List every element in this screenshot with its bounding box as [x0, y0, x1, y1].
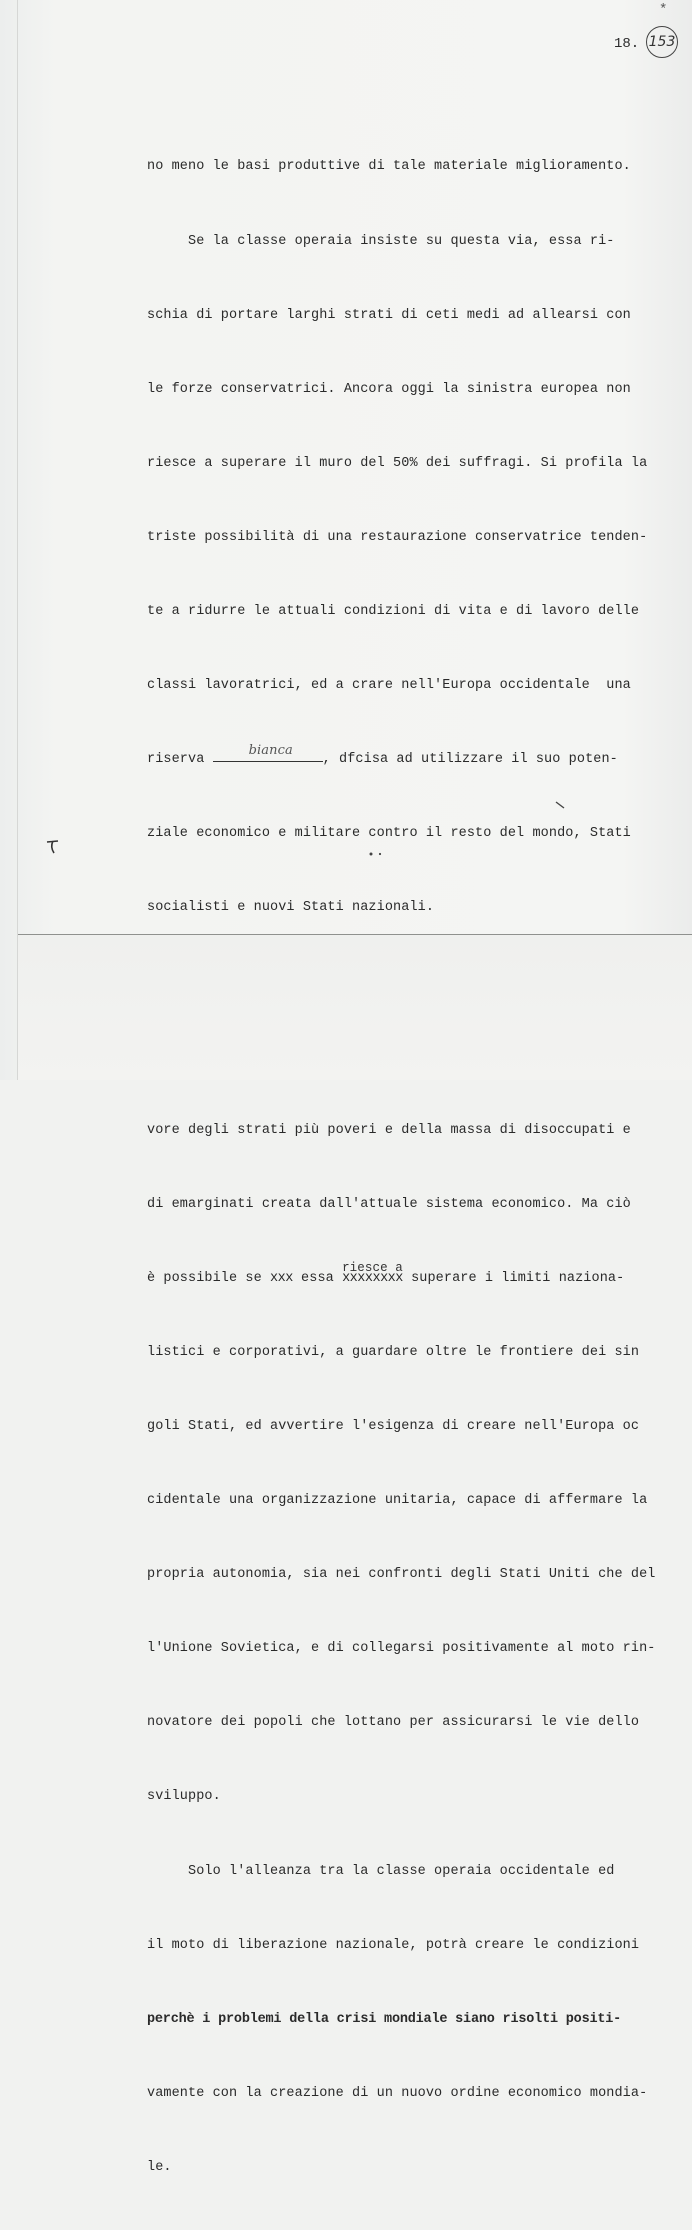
text-line: le. [147, 2159, 172, 2175]
correction-group [342, 1260, 403, 1292]
text-line [147, 743, 667, 773]
ink-dots [368, 848, 388, 862]
text-fragment: essa [292, 1270, 343, 1286]
typed-body [147, 106, 667, 2230]
text-line: te a ridurre le attuali condizioni di vita e di lavoro delle [147, 603, 640, 619]
text-line: di emarginati creata dall'attuale sistema economico. Ma ciò [147, 1196, 631, 1212]
text-line: vamente con la creazione di un nuovo ordine economico mondia- [147, 2085, 648, 2101]
text-line: listici e corporativi, a guardare oltre le frontiere dei sin [147, 1344, 640, 1360]
text-line: propria autonomia, sia nei confronti degli Stati Uniti che del [147, 1567, 656, 1583]
text-fragment: è possibile se [147, 1270, 271, 1286]
text-line: triste possibilità di una restaurazione conservatrice tenden- [147, 529, 648, 545]
fill-in-blank [213, 743, 323, 762]
text-fragment: , dfcisa ad utilizzare il suo poten- [322, 752, 618, 768]
page-bottom-margin [18, 935, 692, 1080]
text-line: no meno le basi produttive di tale materiale miglioramento. [147, 159, 631, 175]
text-line: il moto di liberazione nazionale, potrà creare le condizioni [147, 1937, 640, 1953]
text-line: classi lavoratrici, ed a crare nell'Europa occidentale una [147, 678, 631, 694]
text-line [147, 1260, 667, 1292]
pen-mark [45, 838, 63, 862]
text-line: le forze conservatrici. Ancora oggi la sinistra europea non [147, 381, 631, 397]
text-line: novatore dei popoli che lottano per assicurarsi le vie dello [147, 1715, 640, 1731]
text-fragment: riserva [147, 752, 213, 768]
handwritten-insertion: bianca [248, 743, 293, 759]
text-line: Solo l'alleanza tra la classe operaia occidentale ed [147, 1863, 615, 1879]
text-fragment: superare i limiti naziona- [402, 1270, 625, 1286]
text-line: vore degli strati più poveri e della massa di disoccupati e [147, 1122, 631, 1138]
text-line: l'Unione Sovietica, e di collegarsi positivamente al moto rin- [147, 1641, 656, 1657]
text-line: ziale economico e militare contro il resto del mondo, Stati [147, 826, 631, 842]
page-number: 18. [614, 36, 640, 52]
text-line: riesce a superare il muro del 50% dei suffragi. Si profila la [147, 455, 648, 471]
archive-stamp: 153 [646, 26, 678, 58]
inserted-correction: riesce a [342, 1260, 403, 1275]
text-line: socialisti e nuovi Stati nazionali. [147, 900, 435, 916]
text-line: cidentale una organizzazione unitaria, capace di affermare la [147, 1493, 648, 1509]
struck-out-text: xxx [270, 1270, 293, 1286]
corner-mark: * [659, 2, 668, 18]
struck-out-text: xxxxxxxx [342, 1270, 403, 1286]
text-line: sviluppo. [147, 1789, 221, 1805]
text-line-bold: perchè i problemi della crisi mondiale siano risolti positi- [147, 2011, 622, 2027]
text-line: Se la classe operaia insiste su questa via, essa ri- [147, 233, 615, 249]
text-line: goli Stati, ed avvertire l'esigenza di creare nell'Europa oc [147, 1419, 640, 1434]
text-line: schia di portare larghi strati di ceti medi ad allearsi con [147, 307, 631, 323]
page-left-edge [17, 0, 18, 1080]
ink-mark [555, 800, 567, 816]
